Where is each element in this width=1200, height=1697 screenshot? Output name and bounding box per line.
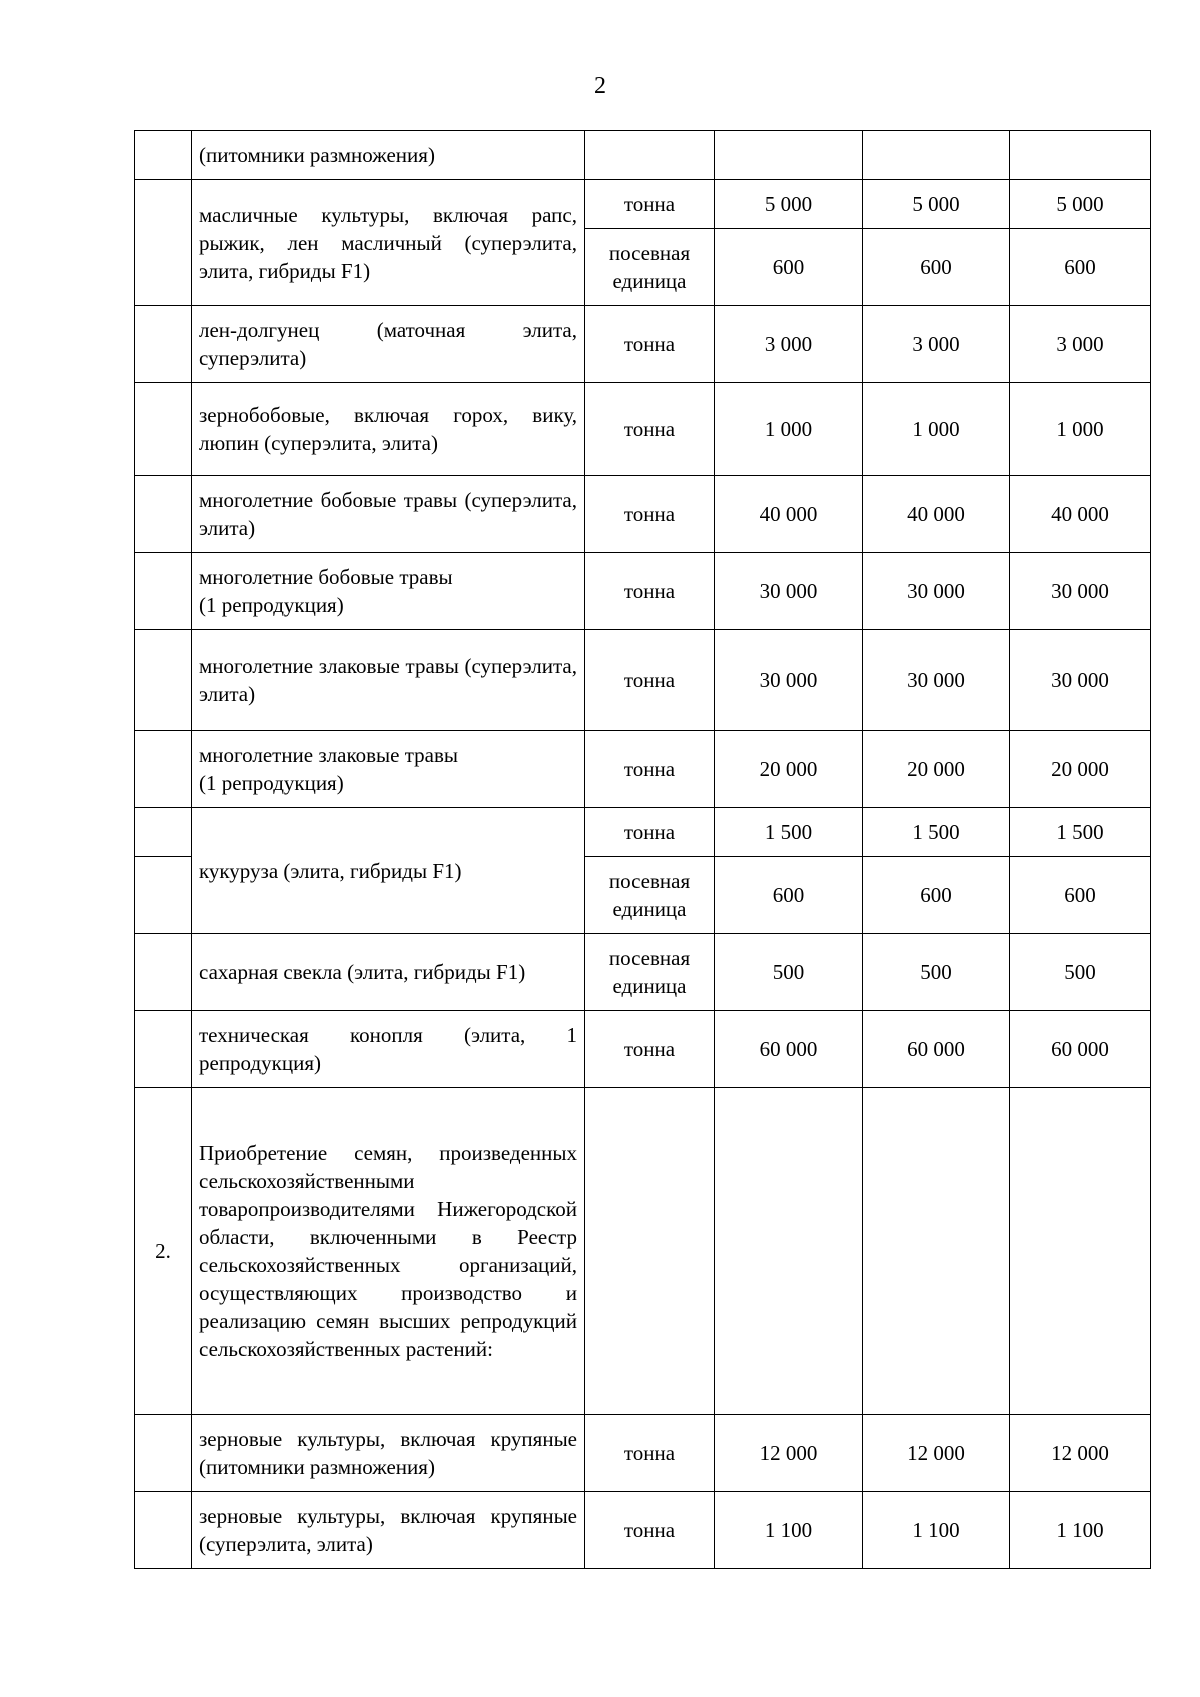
year-value-cell: 5 000 bbox=[715, 180, 863, 229]
year-value-cell: 40 000 bbox=[863, 476, 1010, 553]
crop-name-cell: многолетние бобовые травы (1 репродукция) bbox=[192, 553, 585, 630]
table-row bbox=[135, 731, 1151, 808]
crop-name-cell: лен-долгунец (маточная элита, суперэлита) bbox=[192, 306, 585, 383]
crop-name-cell: зерновые культуры, включая крупяные (питомники размножения) bbox=[192, 1415, 585, 1492]
crop-name-cell: масличные культуры, включая рапс, рыжик, лен масличный (суперэлита, элита, гибриды F1) bbox=[192, 180, 585, 306]
year-value-cell: 600 bbox=[715, 857, 863, 934]
year-value-cell bbox=[715, 1088, 863, 1415]
row-number-cell bbox=[135, 306, 192, 383]
year-value-cell: 30 000 bbox=[715, 630, 863, 731]
crop-name-cell: техническая конопля (элита, 1 репродукция) bbox=[192, 1011, 585, 1088]
year-value-cell: 3 000 bbox=[863, 306, 1010, 383]
row-number-cell bbox=[135, 857, 192, 934]
year-value-cell: 500 bbox=[715, 934, 863, 1011]
year-value-cell: 1 500 bbox=[1010, 808, 1151, 857]
year-value-cell: 1 500 bbox=[863, 808, 1010, 857]
crop-name-cell: многолетние злаковые травы (суперэлита, элита) bbox=[192, 630, 585, 731]
year-value-cell: 600 bbox=[715, 229, 863, 306]
year-value-cell: 600 bbox=[1010, 229, 1151, 306]
year-value-cell: 30 000 bbox=[715, 553, 863, 630]
unit-cell: посевная единица bbox=[585, 857, 715, 934]
row-number-cell bbox=[135, 131, 192, 180]
year-value-cell: 600 bbox=[863, 857, 1010, 934]
crop-name-cell: кукуруза (элита, гибриды F1) bbox=[192, 808, 585, 934]
year-value-cell: 5 000 bbox=[1010, 180, 1151, 229]
year-value-cell: 600 bbox=[863, 229, 1010, 306]
year-value-cell: 30 000 bbox=[863, 553, 1010, 630]
row-number-cell bbox=[135, 731, 192, 808]
unit-cell: тонна bbox=[585, 1492, 715, 1569]
unit-cell bbox=[585, 131, 715, 180]
year-value-cell: 5 000 bbox=[863, 180, 1010, 229]
unit-cell: тонна bbox=[585, 383, 715, 476]
unit-cell: посевная единица bbox=[585, 229, 715, 306]
year-value-cell: 500 bbox=[1010, 934, 1151, 1011]
year-value-cell: 1 100 bbox=[715, 1492, 863, 1569]
row-number-cell bbox=[135, 383, 192, 476]
crop-name-cell: (питомники размножения) bbox=[192, 131, 585, 180]
year-value-cell: 1 000 bbox=[715, 383, 863, 476]
year-value-cell: 1 100 bbox=[1010, 1492, 1151, 1569]
year-value-cell: 12 000 bbox=[863, 1415, 1010, 1492]
crop-name-cell: зерновые культуры, включая крупяные (суперэлита, элита) bbox=[192, 1492, 585, 1569]
unit-cell: тонна bbox=[585, 630, 715, 731]
table-row bbox=[135, 1492, 1151, 1569]
table-row bbox=[135, 1011, 1151, 1088]
year-value-cell bbox=[1010, 131, 1151, 180]
row-number-cell bbox=[135, 1492, 192, 1569]
year-value-cell: 500 bbox=[863, 934, 1010, 1011]
year-value-cell: 20 000 bbox=[715, 731, 863, 808]
table-row bbox=[135, 934, 1151, 1011]
unit-cell: тонна bbox=[585, 476, 715, 553]
year-value-cell: 40 000 bbox=[715, 476, 863, 553]
year-value-cell: 3 000 bbox=[1010, 306, 1151, 383]
table-row bbox=[135, 131, 1151, 180]
row-number-cell: 2. bbox=[135, 1088, 192, 1415]
table-row bbox=[135, 383, 1151, 476]
year-value-cell: 600 bbox=[1010, 857, 1151, 934]
unit-cell: тонна bbox=[585, 553, 715, 630]
table-row bbox=[135, 808, 1151, 857]
year-value-cell: 20 000 bbox=[863, 731, 1010, 808]
year-value-cell: 12 000 bbox=[715, 1415, 863, 1492]
year-value-cell bbox=[863, 1088, 1010, 1415]
unit-cell: тонна bbox=[585, 1415, 715, 1492]
row-number-cell bbox=[135, 1011, 192, 1088]
year-value-cell: 1 000 bbox=[863, 383, 1010, 476]
subsidy-table bbox=[134, 130, 1151, 1569]
unit-cell: тонна bbox=[585, 808, 715, 857]
table-row bbox=[135, 476, 1151, 553]
year-value-cell bbox=[1010, 1088, 1151, 1415]
row-number-cell bbox=[135, 553, 192, 630]
crop-name-cell: сахарная свекла (элита, гибриды F1) bbox=[192, 934, 585, 1011]
year-value-cell: 3 000 bbox=[715, 306, 863, 383]
row-number-cell bbox=[135, 630, 192, 731]
table-row bbox=[135, 306, 1151, 383]
table-row bbox=[135, 553, 1151, 630]
row-number-cell bbox=[135, 808, 192, 857]
table-row bbox=[135, 1088, 1151, 1415]
year-value-cell: 1 100 bbox=[863, 1492, 1010, 1569]
year-value-cell: 30 000 bbox=[1010, 630, 1151, 731]
year-value-cell bbox=[715, 131, 863, 180]
year-value-cell: 20 000 bbox=[1010, 731, 1151, 808]
table-row bbox=[135, 180, 1151, 229]
row-number-cell bbox=[135, 180, 192, 306]
year-value-cell: 12 000 bbox=[1010, 1415, 1151, 1492]
unit-cell: тонна bbox=[585, 731, 715, 808]
unit-cell: тонна bbox=[585, 306, 715, 383]
table-row bbox=[135, 1415, 1151, 1492]
year-value-cell: 60 000 bbox=[1010, 1011, 1151, 1088]
year-value-cell: 60 000 bbox=[863, 1011, 1010, 1088]
year-value-cell: 30 000 bbox=[863, 630, 1010, 731]
year-value-cell bbox=[863, 131, 1010, 180]
crop-name-cell: зернобобовые, включая горох, вику, люпин (суперэлита, элита) bbox=[192, 383, 585, 476]
unit-cell: тонна bbox=[585, 1011, 715, 1088]
row-number-cell bbox=[135, 1415, 192, 1492]
year-value-cell: 30 000 bbox=[1010, 553, 1151, 630]
unit-cell: тонна bbox=[585, 180, 715, 229]
table-body bbox=[135, 131, 1151, 1569]
year-value-cell: 1 500 bbox=[715, 808, 863, 857]
unit-cell bbox=[585, 1088, 715, 1415]
year-value-cell: 1 000 bbox=[1010, 383, 1151, 476]
page-number: 2 bbox=[594, 73, 606, 99]
row-number-cell bbox=[135, 476, 192, 553]
table-row bbox=[135, 630, 1151, 731]
year-value-cell: 60 000 bbox=[715, 1011, 863, 1088]
year-value-cell: 40 000 bbox=[1010, 476, 1151, 553]
unit-cell: посевная единица bbox=[585, 934, 715, 1011]
crop-name-cell: Приобретение семян, произведенных сельскохозяйственными товаропроизводителями Нижегородской области, включенными в Реестр сельскохозяйственных организаций, осуществляющих производство и реализацию семян высших репродукций сельскохозяйственных растений: bbox=[192, 1088, 585, 1415]
row-number-cell bbox=[135, 934, 192, 1011]
crop-name-cell: многолетние бобовые травы (суперэлита, элита) bbox=[192, 476, 585, 553]
crop-name-cell: многолетние злаковые травы (1 репродукция) bbox=[192, 731, 585, 808]
